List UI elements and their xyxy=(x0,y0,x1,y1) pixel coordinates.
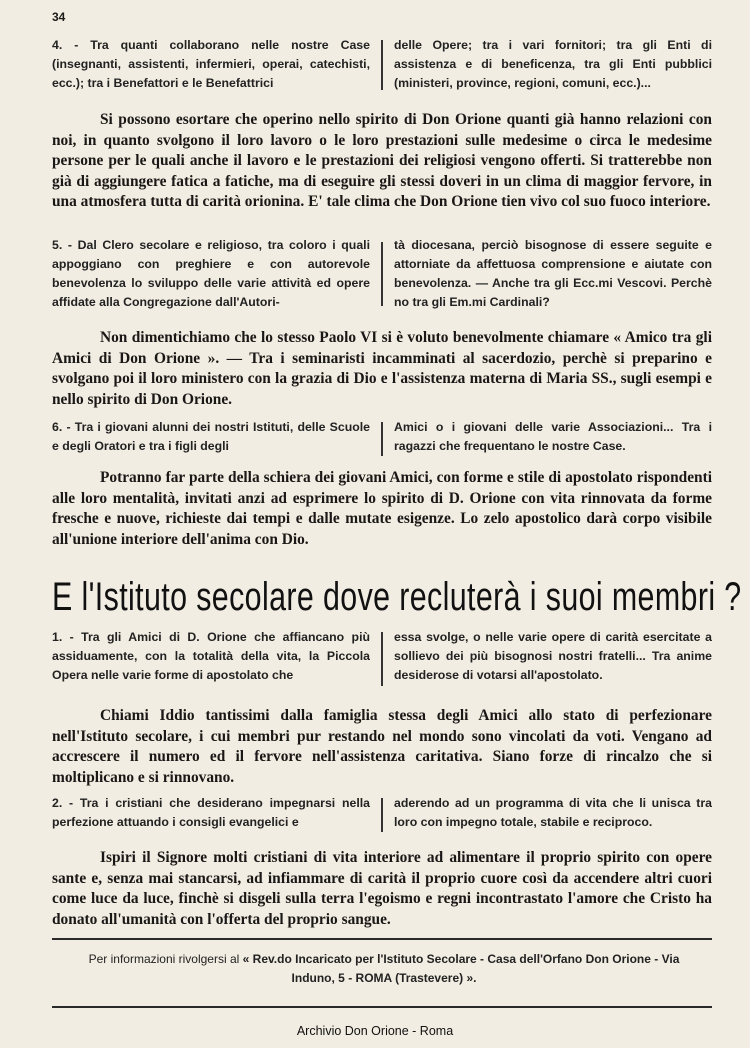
column-divider xyxy=(381,242,383,306)
list-section-6 xyxy=(52,418,712,456)
list-section-5 xyxy=(52,236,712,312)
top-rule xyxy=(52,938,712,940)
section-right-col: Amici o i giovani delle varie Associazioni... Tra i ragazzi che frequentano le nostre Case. xyxy=(394,420,712,453)
body-paragraph: Chiami Iddio tantissimi dalla famiglia stessa degli Amici allo stato di perfezionare nell'Istituto secolare, i cui membri pur restando nel mondo sono vincolati da voti. Vengano ad accrescere il numero ed il fervore nell'assistenza caritativa. Siano forze di rincalzo che si moltiplicano e si rinnovano. xyxy=(52,707,712,786)
column-divider xyxy=(381,632,383,686)
info-contact: « Rev.do Incaricato per l'Istituto Secolare - Casa dell'Orfano Don Orione - Via Induno, 5 - ROMA (Trastevere) ». xyxy=(242,952,680,985)
list-section-4 xyxy=(52,36,712,93)
body-paragraph: Potranno far parte della schiera dei giovani Amici, con forme e stile di apostolato rispondenti alle loro mentalità, invitati anzi ad esprimere lo spirito di D. Orione con vita rinnovata da forme fresche e nuove, richieste dai tempi e dalle mutate esigenze. Lo zelo apostolico darà corpo visibile all'unione interiore dell'anima con Dio. xyxy=(52,469,712,548)
info-prefix: Per informazioni rivolgersi al xyxy=(88,952,240,966)
section-right-col: tà diocesana, perciò bisognose di essere seguite e attorniate da affettuosa comprensione e aiutate con benevolenza. — Anche tra gli Ecc.mi Vescovi. Perchè no tra gli Em.mi Cardinali? xyxy=(394,238,712,309)
section-headline: E l'Istituto secolare dove recluterà i suoi membri ? xyxy=(52,575,742,619)
body-paragraph: Ispiri il Signore molti cristiani di vita interiore ad alimentare il proprio spirito con opere sante e, senza mai stancarsi, ad infiammare di carità il proprio cuore così da accendere altri cuori come luce da luce, finchè si disgeli sulla terra l'egoismo e regni incontrastato l'amore che Cristo ha donato all'umanità con l'offerta del proprio sangue. xyxy=(52,849,712,928)
body-paragraph: Si possono esortare che operino nello spirito di Don Orione quanti già hanno relazioni con noi, in quanto svolgono il loro lavoro o le loro prestazioni sulle medesime o circa le medesime persone per le quali anche il lavoro e le prestazioni dei religiosi vengono offerti. Si tratterebbe non già di aggiungere fatica a fatiche, ma di eseguire gli stessi doveri in un clima di maggior fervore, in una atmosfera tutta di carità orionina. E' tale clima che Don Orione tien vivo col suo fuoco interiore. xyxy=(52,111,712,210)
list-section-2 xyxy=(52,794,712,832)
section-left-col: 2. - Tra i cristiani che desiderano impegnarsi nella perfezione attuando i consigli evangelici e xyxy=(52,796,370,829)
page-number: 34 xyxy=(52,10,66,24)
section-left-col: 1. - Tra gli Amici di D. Orione che affiancano più assiduamente, con la totalità della vita, la Piccola Opera nelle varie forme di apostolato che xyxy=(52,630,370,682)
column-divider xyxy=(381,798,383,832)
info-box xyxy=(66,950,702,1000)
section-left-col: 5. - Dal Clero secolare e religioso, tra coloro i quali appoggiano con preghiere e con autorevole benevolenza lo sviluppo delle varie attività ed opere affidate alla Congregazione dall'Autori- xyxy=(52,238,370,309)
column-divider xyxy=(381,422,383,456)
section-left-col: 6. - Tra i giovani alunni dei nostri Istituti, delle Scuole e degli Oratori e tra i figli degli xyxy=(52,420,370,453)
list-section-1 xyxy=(52,628,712,685)
section-left-col: 4. - Tra quanti collaborano nelle nostre Case (insegnanti, assistenti, infermieri, operai, catechisti, ecc.); tra i Benefattori e le Benefattrici xyxy=(52,38,370,90)
column-divider xyxy=(381,40,383,90)
archive-label: Archivio Don Orione - Roma xyxy=(296,1024,454,1038)
body-paragraph: Non dimentichiamo che lo stesso Paolo VI si è voluto benevolmente chiamare « Amico tra gli Amici di Don Orione ». — Tra i seminaristi incamminati al sacerdozio, perchè si preparino e svolgano poi il loro ministero con la grazia di Dio e l'assistenza materna di Maria SS., sugli esempi e nello spirito di Don Orione. xyxy=(52,329,712,408)
section-right-col: aderendo ad un programma di vita che li unisca tra loro con impegno totale, stabile e reciproco. xyxy=(394,796,712,829)
section-right-col: delle Opere; tra i vari fornitori; tra gli Enti di assistenza e di beneficenza, tra gli Enti pubblici (ministeri, province, regioni, comuni, ecc.)... xyxy=(394,38,712,90)
bottom-rule xyxy=(52,1006,712,1008)
section-right-col: essa svolge, o nelle varie opere di carità esercitate a sollievo dei più bisognosi nostri fratelli... Tra anime desiderose di votarsi all'apostolato. xyxy=(394,630,712,682)
